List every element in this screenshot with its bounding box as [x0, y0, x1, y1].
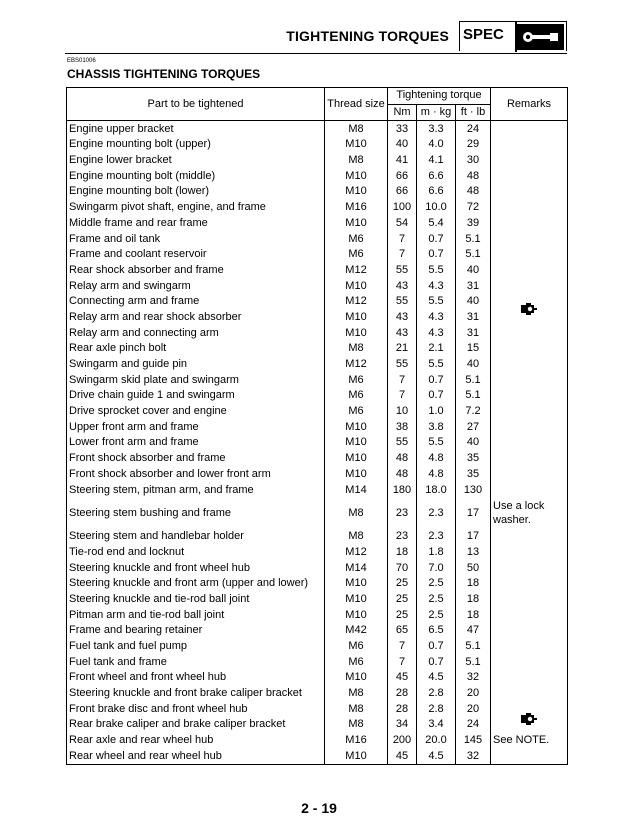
- mkg-cell: 6.6: [417, 184, 456, 200]
- part-cell: Swingarm and guide pin: [67, 357, 325, 373]
- ftlb-cell: 17: [456, 529, 491, 545]
- mkg-cell: 2.3: [417, 529, 456, 545]
- part-cell: Middle frame and rear frame: [67, 216, 325, 232]
- remarks-locktite: [491, 121, 568, 498]
- nm-cell: 55: [388, 435, 417, 451]
- mkg-cell: 2.8: [417, 701, 456, 717]
- mkg-cell: 3.3: [417, 121, 456, 137]
- nm-cell: 25: [388, 607, 417, 623]
- ftlb-cell: 5.1: [456, 654, 491, 670]
- ftlb-cell: 145: [456, 733, 491, 749]
- thread-cell: M12: [325, 294, 388, 310]
- mkg-cell: 4.3: [417, 325, 456, 341]
- part-cell: Relay arm and rear shock absorber: [67, 310, 325, 326]
- nm-cell: 200: [388, 733, 417, 749]
- mkg-cell: 0.7: [417, 231, 456, 247]
- thread-cell: M8: [325, 121, 388, 137]
- ftlb-cell: 7.2: [456, 404, 491, 420]
- part-cell: Engine mounting bolt (middle): [67, 168, 325, 184]
- thread-cell: M10: [325, 278, 388, 294]
- mkg-cell: 4.3: [417, 310, 456, 326]
- nm-cell: 45: [388, 749, 417, 765]
- part-cell: Front shock absorber and lower front arm: [67, 467, 325, 483]
- torque-table: [66, 87, 568, 765]
- part-cell: Swingarm skid plate and swingarm: [67, 372, 325, 388]
- part-cell: Steering knuckle and front brake caliper bracket: [67, 686, 325, 702]
- locktite-icon: [520, 302, 538, 316]
- ftlb-cell: 24: [456, 717, 491, 733]
- thread-cell: M10: [325, 607, 388, 623]
- remarks-locktite-2: [491, 529, 568, 733]
- nm-cell: 28: [388, 701, 417, 717]
- mkg-cell: 2.3: [417, 498, 456, 529]
- ftlb-cell: 72: [456, 200, 491, 216]
- nm-cell: 23: [388, 529, 417, 545]
- nm-cell: 40: [388, 137, 417, 153]
- page-number: 2 - 19: [301, 800, 337, 816]
- header-part: Part to be tightened: [67, 88, 325, 121]
- mkg-cell: 5.5: [417, 357, 456, 373]
- part-cell: Steering knuckle and front arm (upper and lower): [67, 576, 325, 592]
- mkg-cell: 0.7: [417, 247, 456, 263]
- nm-cell: 7: [388, 639, 417, 655]
- nm-cell: 7: [388, 654, 417, 670]
- part-cell: Front brake disc and front wheel hub: [67, 701, 325, 717]
- ftlb-cell: 32: [456, 749, 491, 765]
- ftlb-cell: 35: [456, 467, 491, 483]
- header-nm: Nm: [388, 104, 417, 121]
- nm-cell: 55: [388, 263, 417, 279]
- ftlb-cell: 18: [456, 576, 491, 592]
- nm-cell: 45: [388, 670, 417, 686]
- nm-cell: 43: [388, 325, 417, 341]
- part-cell: Steering stem and handlebar holder: [67, 529, 325, 545]
- mkg-cell: 2.5: [417, 607, 456, 623]
- thread-cell: M12: [325, 357, 388, 373]
- ftlb-cell: 40: [456, 294, 491, 310]
- mkg-cell: 4.3: [417, 278, 456, 294]
- ftlb-cell: 35: [456, 451, 491, 467]
- thread-cell: M42: [325, 623, 388, 639]
- part-cell: Rear wheel and rear wheel hub: [67, 749, 325, 765]
- mkg-cell: 0.7: [417, 639, 456, 655]
- thread-cell: M8: [325, 498, 388, 529]
- mkg-cell: 4.8: [417, 451, 456, 467]
- nm-cell: 65: [388, 623, 417, 639]
- thread-cell: M6: [325, 247, 388, 263]
- ftlb-cell: 40: [456, 435, 491, 451]
- part-cell: Drive sprocket cover and engine: [67, 404, 325, 420]
- part-cell: Fuel tank and frame: [67, 654, 325, 670]
- thread-cell: M10: [325, 216, 388, 232]
- ftlb-cell: 130: [456, 482, 491, 498]
- part-cell: Engine mounting bolt (upper): [67, 137, 325, 153]
- ftlb-cell: 27: [456, 419, 491, 435]
- ftlb-cell: 5.1: [456, 247, 491, 263]
- mkg-cell: 1.8: [417, 545, 456, 561]
- thread-cell: M6: [325, 372, 388, 388]
- nm-cell: 21: [388, 341, 417, 357]
- thread-cell: M6: [325, 388, 388, 404]
- nm-cell: 66: [388, 168, 417, 184]
- nm-cell: 180: [388, 482, 417, 498]
- nm-cell: 70: [388, 560, 417, 576]
- section-code: EBS01006: [67, 58, 96, 64]
- mkg-cell: 4.0: [417, 137, 456, 153]
- mkg-cell: 0.7: [417, 372, 456, 388]
- ftlb-cell: 13: [456, 545, 491, 561]
- thread-cell: M12: [325, 263, 388, 279]
- ftlb-cell: 47: [456, 623, 491, 639]
- part-cell: Rear brake caliper and brake caliper bracket: [67, 717, 325, 733]
- thread-cell: M6: [325, 231, 388, 247]
- thread-cell: M10: [325, 749, 388, 765]
- mkg-cell: 4.5: [417, 670, 456, 686]
- nm-cell: 7: [388, 372, 417, 388]
- thread-cell: M10: [325, 451, 388, 467]
- part-cell: Frame and oil tank: [67, 231, 325, 247]
- table-row: [67, 498, 568, 529]
- thread-cell: M10: [325, 310, 388, 326]
- thread-cell: M10: [325, 137, 388, 153]
- mkg-cell: 4.5: [417, 749, 456, 765]
- thread-cell: M10: [325, 325, 388, 341]
- nm-cell: 7: [388, 247, 417, 263]
- mkg-cell: 2.5: [417, 592, 456, 608]
- part-cell: Engine lower bracket: [67, 153, 325, 169]
- thread-cell: M8: [325, 701, 388, 717]
- mkg-cell: 10.0: [417, 200, 456, 216]
- nm-cell: 34: [388, 717, 417, 733]
- nm-cell: 55: [388, 294, 417, 310]
- part-cell: Relay arm and swingarm: [67, 278, 325, 294]
- nm-cell: 38: [388, 419, 417, 435]
- nm-cell: 25: [388, 576, 417, 592]
- thread-cell: M8: [325, 717, 388, 733]
- part-cell: Fuel tank and fuel pump: [67, 639, 325, 655]
- thread-cell: M14: [325, 482, 388, 498]
- header-mkg: m · kg: [417, 104, 456, 121]
- nm-cell: 23: [388, 498, 417, 529]
- thread-cell: M16: [325, 200, 388, 216]
- part-cell: Tie-rod end and locknut: [67, 545, 325, 561]
- thread-cell: M8: [325, 153, 388, 169]
- mkg-cell: 6.6: [417, 168, 456, 184]
- nm-cell: 10: [388, 404, 417, 420]
- thread-cell: M10: [325, 670, 388, 686]
- nm-cell: 33: [388, 121, 417, 137]
- mkg-cell: 18.0: [417, 482, 456, 498]
- remarks-see-note: See NOTE.: [491, 733, 568, 749]
- thread-cell: M10: [325, 592, 388, 608]
- ftlb-cell: 17: [456, 498, 491, 529]
- part-cell: Rear shock absorber and frame: [67, 263, 325, 279]
- part-cell: Steering knuckle and front wheel hub: [67, 560, 325, 576]
- thread-cell: M8: [325, 686, 388, 702]
- nm-cell: 43: [388, 310, 417, 326]
- mkg-cell: 5.5: [417, 263, 456, 279]
- remarks-lock-washer: Use a lock washer.: [491, 498, 568, 529]
- ftlb-cell: 20: [456, 686, 491, 702]
- thread-cell: M8: [325, 529, 388, 545]
- ftlb-cell: 48: [456, 184, 491, 200]
- ftlb-cell: 5.1: [456, 639, 491, 655]
- part-cell: Front shock absorber and frame: [67, 451, 325, 467]
- nm-cell: 48: [388, 467, 417, 483]
- table-row: [67, 749, 568, 765]
- nm-cell: 25: [388, 592, 417, 608]
- mkg-cell: 20.0: [417, 733, 456, 749]
- nm-cell: 48: [388, 451, 417, 467]
- mkg-cell: 2.8: [417, 686, 456, 702]
- ftlb-cell: 40: [456, 357, 491, 373]
- ftlb-cell: 39: [456, 216, 491, 232]
- part-cell: Drive chain guide 1 and swingarm: [67, 388, 325, 404]
- table-row: [67, 121, 568, 137]
- ftlb-cell: 32: [456, 670, 491, 686]
- mkg-cell: 0.7: [417, 388, 456, 404]
- header-ftlb: ft · lb: [456, 104, 491, 121]
- nm-cell: 41: [388, 153, 417, 169]
- thread-cell: M14: [325, 560, 388, 576]
- part-cell: Frame and coolant reservoir: [67, 247, 325, 263]
- part-cell: Steering knuckle and tie-rod ball joint: [67, 592, 325, 608]
- ftlb-cell: 31: [456, 325, 491, 341]
- ftlb-cell: 5.1: [456, 372, 491, 388]
- ftlb-cell: 5.1: [456, 388, 491, 404]
- locktite-icon: [520, 712, 538, 726]
- part-cell: Steering stem, pitman arm, and frame: [67, 482, 325, 498]
- nm-cell: 66: [388, 184, 417, 200]
- part-cell: Upper front arm and frame: [67, 419, 325, 435]
- part-cell: Lower front arm and frame: [67, 435, 325, 451]
- mkg-cell: 5.5: [417, 435, 456, 451]
- mkg-cell: 7.0: [417, 560, 456, 576]
- part-cell: Connecting arm and frame: [67, 294, 325, 310]
- thread-cell: M6: [325, 404, 388, 420]
- mkg-cell: 4.1: [417, 153, 456, 169]
- section-title: CHASSIS TIGHTENING TORQUES: [67, 67, 261, 81]
- thread-cell: M12: [325, 545, 388, 561]
- ftlb-cell: 15: [456, 341, 491, 357]
- mkg-cell: 2.5: [417, 576, 456, 592]
- table-row: [67, 529, 568, 545]
- part-cell: Swingarm pivot shaft, engine, and frame: [67, 200, 325, 216]
- part-cell: Front wheel and front wheel hub: [67, 670, 325, 686]
- thread-cell: M10: [325, 419, 388, 435]
- ftlb-cell: 31: [456, 310, 491, 326]
- nm-cell: 54: [388, 216, 417, 232]
- ftlb-cell: 31: [456, 278, 491, 294]
- part-cell: Pitman arm and tie-rod ball joint: [67, 607, 325, 623]
- nm-cell: 18: [388, 545, 417, 561]
- table-body: [67, 121, 568, 765]
- header-torque: Tightening torque: [388, 88, 491, 105]
- mkg-cell: 4.8: [417, 467, 456, 483]
- header-title: TIGHTENING TORQUES: [286, 28, 449, 44]
- part-cell: Engine mounting bolt (lower): [67, 184, 325, 200]
- nm-cell: 43: [388, 278, 417, 294]
- header-thread: Thread size: [325, 88, 388, 121]
- remarks-empty: [491, 749, 568, 765]
- header-remarks: Remarks: [491, 88, 568, 121]
- table-row: [67, 733, 568, 749]
- part-cell: Rear axle pinch bolt: [67, 341, 325, 357]
- mkg-cell: 0.7: [417, 654, 456, 670]
- mkg-cell: 3.4: [417, 717, 456, 733]
- thread-cell: M10: [325, 576, 388, 592]
- ftlb-cell: 29: [456, 137, 491, 153]
- thread-cell: M10: [325, 435, 388, 451]
- ftlb-cell: 48: [456, 168, 491, 184]
- part-cell: Relay arm and connecting arm: [67, 325, 325, 341]
- thread-cell: M16: [325, 733, 388, 749]
- part-cell: Frame and bearing retainer: [67, 623, 325, 639]
- thread-cell: M8: [325, 341, 388, 357]
- torque-wrench-icon: [516, 24, 564, 50]
- mkg-cell: 1.0: [417, 404, 456, 420]
- nm-cell: 7: [388, 388, 417, 404]
- part-cell: Engine upper bracket: [67, 121, 325, 137]
- mkg-cell: 5.5: [417, 294, 456, 310]
- nm-cell: 28: [388, 686, 417, 702]
- mkg-cell: 6.5: [417, 623, 456, 639]
- spec-label: SPEC: [463, 26, 504, 43]
- thread-cell: M6: [325, 654, 388, 670]
- ftlb-cell: 5.1: [456, 231, 491, 247]
- mkg-cell: 2.1: [417, 341, 456, 357]
- ftlb-cell: 40: [456, 263, 491, 279]
- part-cell: Steering stem bushing and frame: [67, 498, 325, 529]
- spec-badge: [459, 21, 567, 51]
- nm-cell: 7: [388, 231, 417, 247]
- ftlb-cell: 18: [456, 592, 491, 608]
- ftlb-cell: 50: [456, 560, 491, 576]
- thread-cell: M10: [325, 467, 388, 483]
- page-header: [65, 21, 567, 54]
- thread-cell: M10: [325, 168, 388, 184]
- mkg-cell: 3.8: [417, 419, 456, 435]
- nm-cell: 55: [388, 357, 417, 373]
- ftlb-cell: 30: [456, 153, 491, 169]
- ftlb-cell: 20: [456, 701, 491, 717]
- thread-cell: M10: [325, 184, 388, 200]
- thread-cell: M6: [325, 639, 388, 655]
- ftlb-cell: 18: [456, 607, 491, 623]
- mkg-cell: 5.4: [417, 216, 456, 232]
- ftlb-cell: 24: [456, 121, 491, 137]
- part-cell: Rear axle and rear wheel hub: [67, 733, 325, 749]
- nm-cell: 100: [388, 200, 417, 216]
